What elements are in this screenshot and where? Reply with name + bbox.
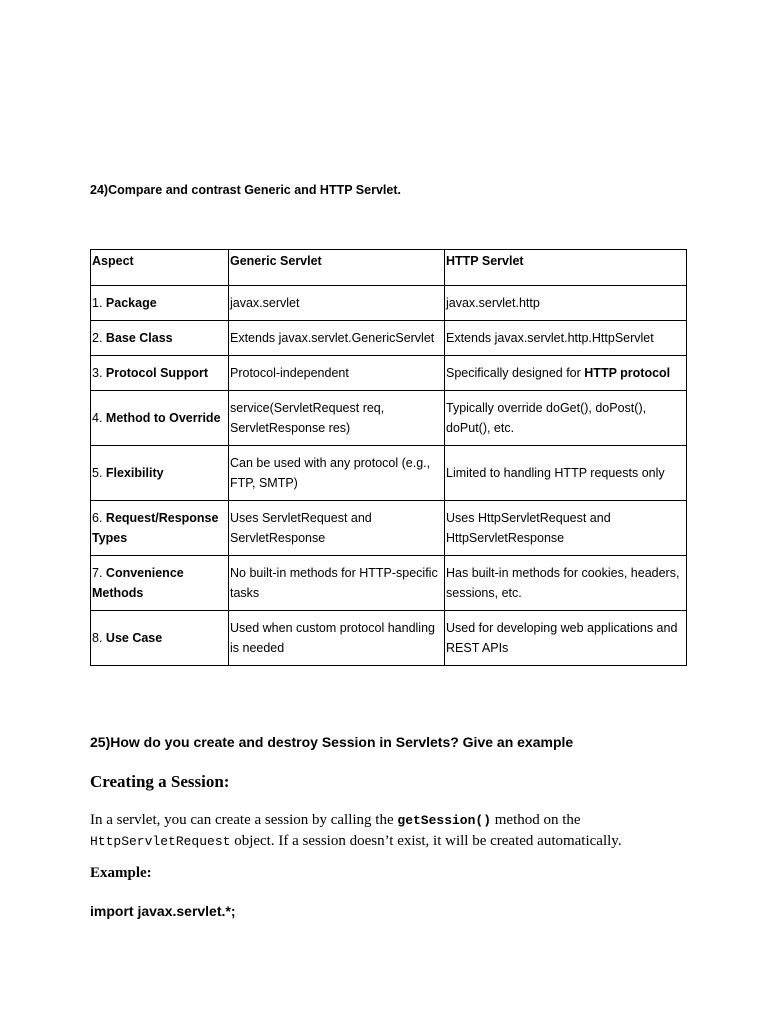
aspect-cell: 4. Method to Override	[91, 391, 229, 446]
example-label: Example:	[90, 865, 152, 881]
inline-code-getsession: getSession()	[397, 813, 492, 828]
session-paragraph: In a servlet, you can create a session by calling the getSession() method on the HttpServletRequest object. If a session doesn’t exist, it will be created automatically.	[90, 812, 622, 849]
aspect-cell: 6. Request/Response Types	[91, 501, 229, 556]
aspect-cell: 1. Package	[91, 286, 229, 321]
header-http-servlet: HTTP Servlet	[445, 250, 687, 286]
inline-code-httpservletrequest: HttpServletRequest	[90, 834, 231, 849]
aspect-cell: 3. Protocol Support	[91, 356, 229, 391]
table-row	[91, 321, 687, 356]
generic-cell: javax.servlet	[229, 286, 445, 321]
generic-cell: Can be used with any protocol (e.g., FTP, SMTP)	[229, 446, 445, 501]
question-25-title: 25)How do you create and destroy Session in Servlets? Give an example	[90, 734, 574, 750]
comparison-table	[90, 249, 687, 666]
aspect-cell: 5. Flexibility	[91, 446, 229, 501]
generic-cell: Uses ServletRequest and ServletResponse	[229, 501, 445, 556]
table-row	[91, 391, 687, 446]
aspect-cell: 7. Convenience Methods	[91, 556, 229, 611]
http-cell: Extends javax.servlet.http.HttpServlet	[445, 321, 687, 356]
http-cell: Typically override doGet(), doPost(), doPut(), etc.	[445, 391, 687, 446]
table-row	[91, 286, 687, 321]
table-row	[91, 556, 687, 611]
generic-cell: Protocol-independent	[229, 356, 445, 391]
http-cell: Uses HttpServletRequest and HttpServletResponse	[445, 501, 687, 556]
http-cell: Specifically designed for HTTP protocol	[445, 356, 687, 391]
table-header-row	[91, 250, 687, 286]
table-row	[91, 501, 687, 556]
aspect-cell: 8. Use Case	[91, 611, 229, 666]
question-24-title: 24)Compare and contrast Generic and HTTP Servlet.	[90, 183, 401, 197]
generic-cell: No built-in methods for HTTP-specific tasks	[229, 556, 445, 611]
generic-cell: service(ServletRequest req, ServletResponse res)	[229, 391, 445, 446]
http-cell: Has built-in methods for cookies, headers, sessions, etc.	[445, 556, 687, 611]
table-row	[91, 611, 687, 666]
creating-session-heading: Creating a Session:	[90, 772, 230, 791]
generic-cell: Extends javax.servlet.GenericServlet	[229, 321, 445, 356]
header-aspect: Aspect	[91, 250, 229, 286]
table-row	[91, 446, 687, 501]
http-cell: javax.servlet.http	[445, 286, 687, 321]
http-cell: Limited to handling HTTP requests only	[445, 446, 687, 501]
http-cell: Used for developing web applications and REST APIs	[445, 611, 687, 666]
header-generic-servlet: Generic Servlet	[229, 250, 445, 286]
generic-cell: Used when custom protocol handling is needed	[229, 611, 445, 666]
code-import-line: import javax.servlet.*;	[90, 903, 236, 919]
aspect-cell: 2. Base Class	[91, 321, 229, 356]
table-row	[91, 356, 687, 391]
